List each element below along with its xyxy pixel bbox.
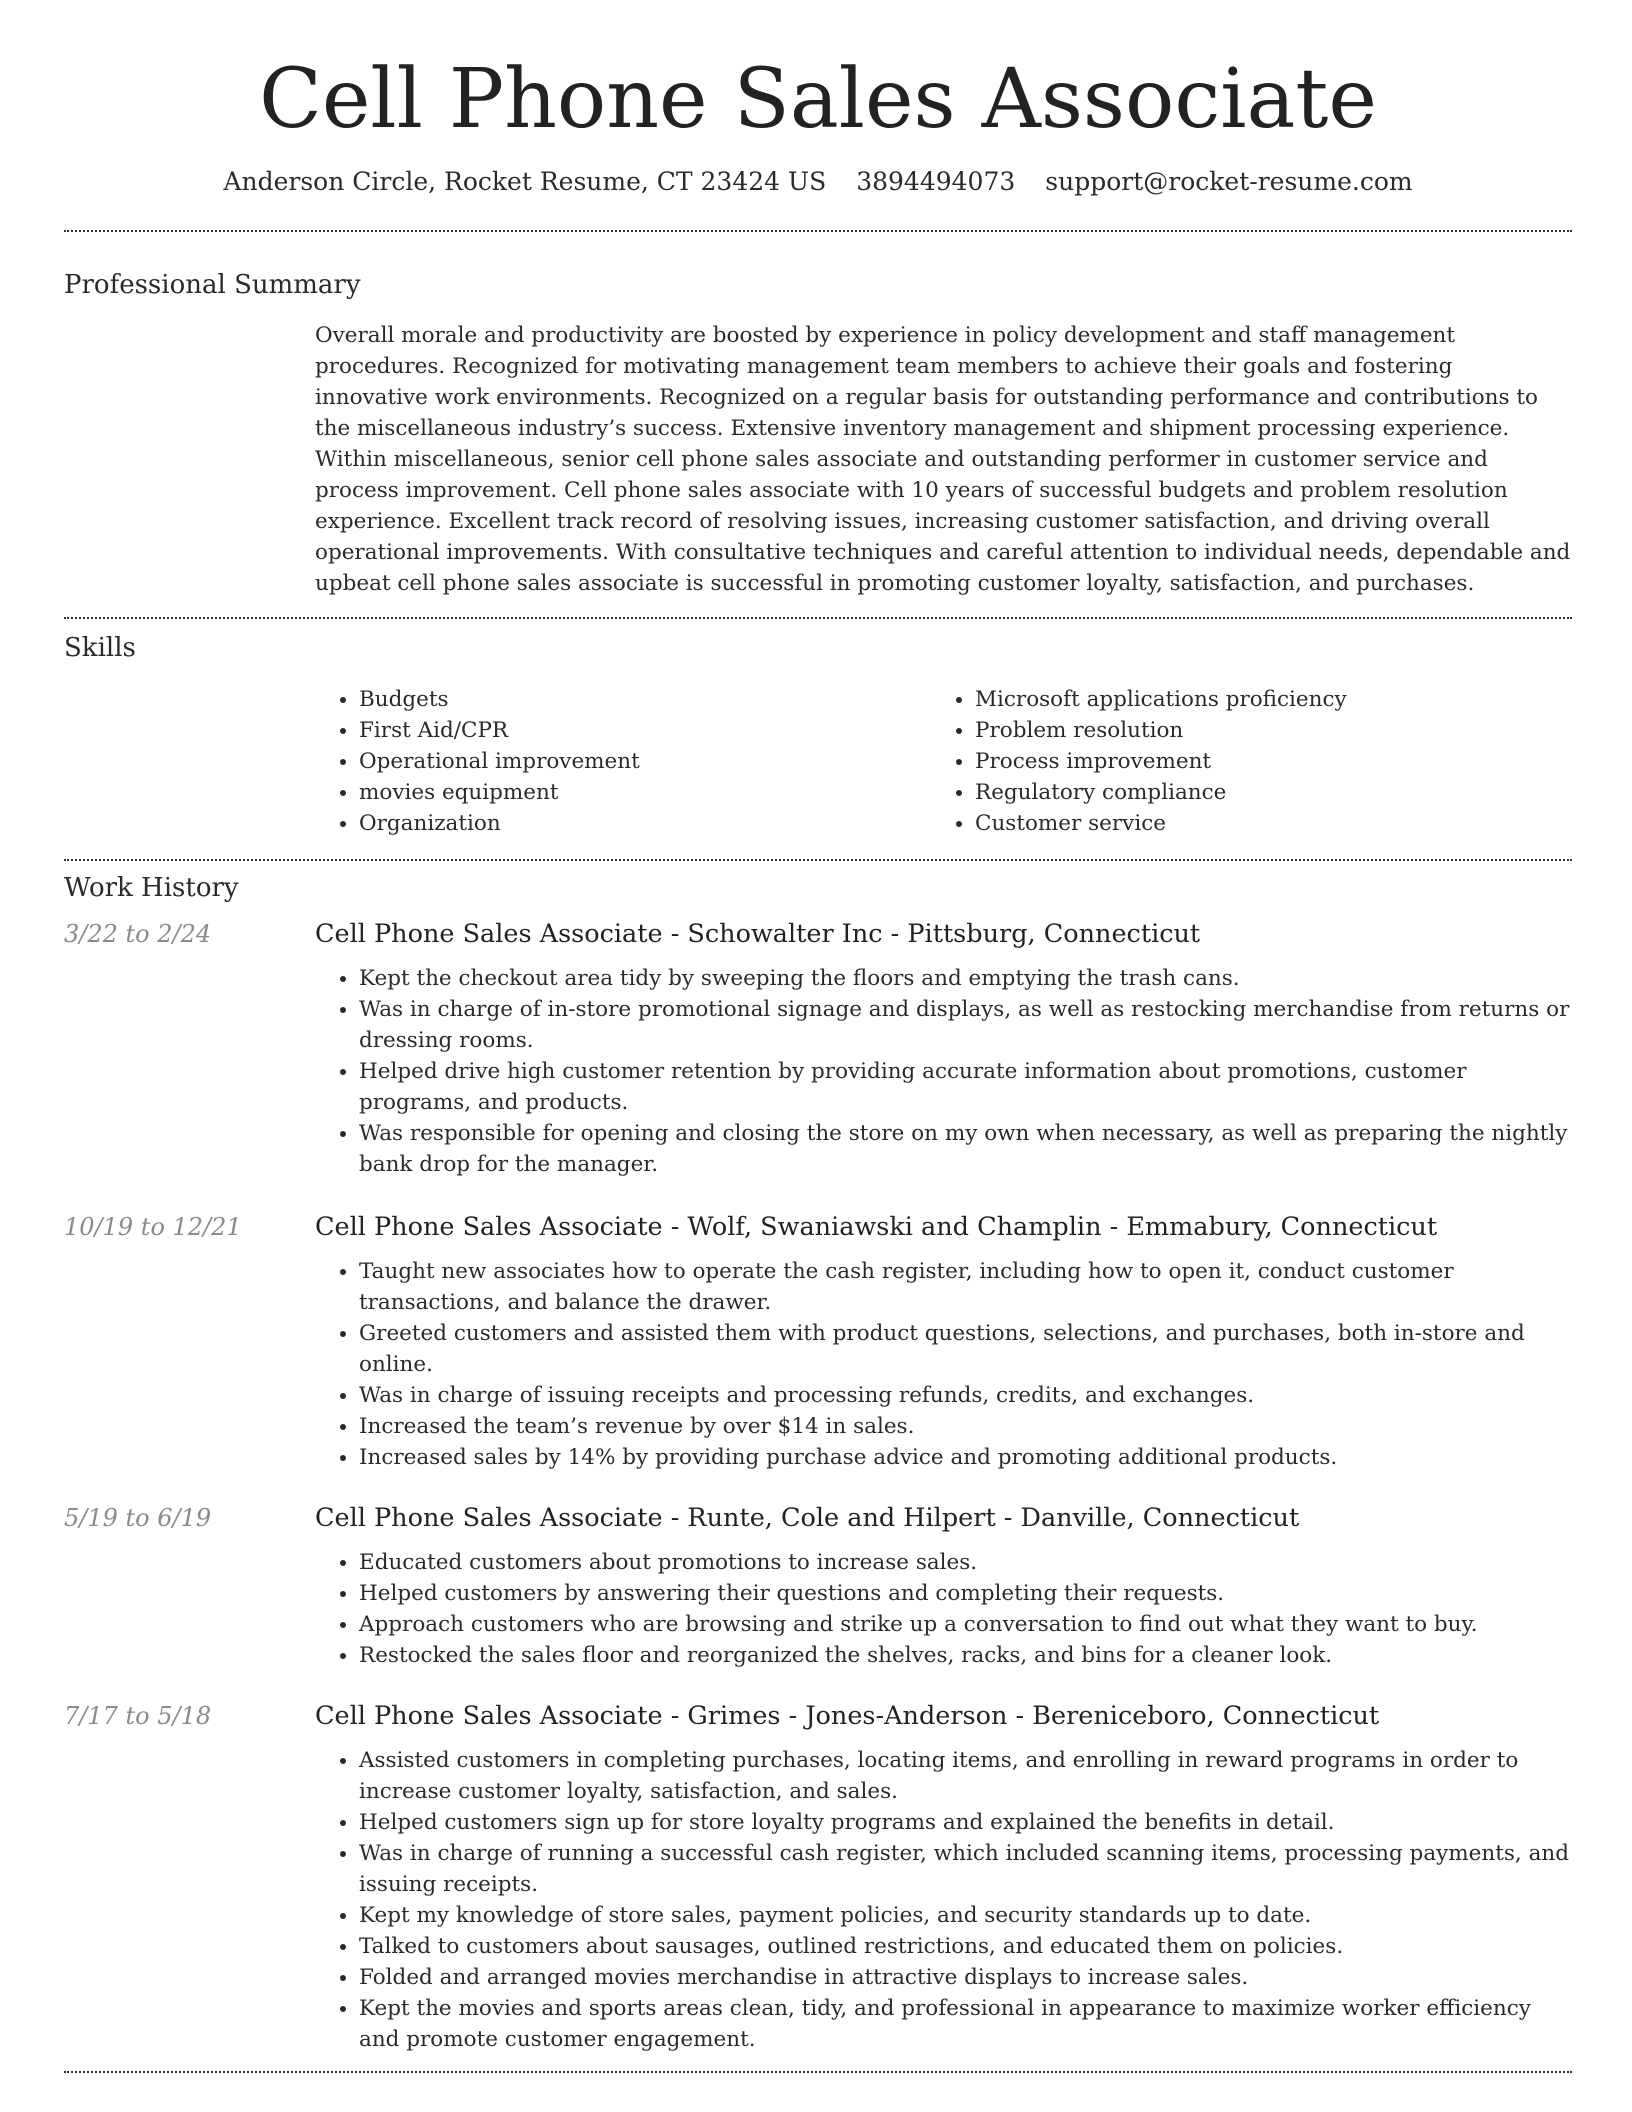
job-dates: 7/17 to 5/18 — [64, 1702, 212, 1730]
job-bullets — [315, 963, 1572, 1180]
divider — [64, 617, 1572, 619]
job-entry — [64, 1210, 1572, 1473]
job-bullet: • Increased sales by 14% by providing purchase advice and promoting additional products. — [359, 1442, 1572, 1473]
skills-grid — [315, 684, 1572, 839]
job-details — [315, 1699, 1572, 2055]
contact-phone: 3894494073 — [856, 167, 1016, 196]
job-title: Cell Phone Sales Associate - Schowalter Inc - Pittsburg, Connecticut — [315, 919, 1201, 949]
job-entry — [64, 1501, 1572, 1671]
job-dates: 5/19 to 6/19 — [64, 1504, 212, 1532]
skill-item: • Budgets — [359, 684, 931, 715]
skill-item: • Regulatory compliance — [975, 777, 1547, 808]
job-bullet: • Talked to customers about sausages, outlined restrictions, and educated them on policies. — [359, 1931, 1572, 1962]
job-bullet: • Was in charge of issuing receipts and processing refunds, credits, and exchanges. — [359, 1380, 1572, 1411]
job-bullet: • Restocked the sales floor and reorganized the shelves, racks, and bins for a cleaner look. — [359, 1640, 1572, 1671]
job-bullet: • Was in charge of running a successful cash register, which included scanning items, processing payments, and issuing receipts. — [359, 1838, 1572, 1900]
skill-item: • Customer service — [975, 808, 1547, 839]
job-bullet: • Helped customers sign up for store loyalty programs and explained the benefits in detail. — [359, 1807, 1572, 1838]
job-details — [315, 1210, 1572, 1473]
job-bullet: • Taught new associates how to operate the cash register, including how to open it, conduct customer transactions, and balance the drawer. — [359, 1256, 1572, 1318]
resume-page — [64, 0, 1572, 2073]
job-details — [315, 1501, 1572, 1671]
job-title: Cell Phone Sales Associate - Wolf, Swaniawski and Champlin - Emmabury, Connecticut — [315, 1212, 1438, 1242]
job-bullet: • Approach customers who are browsing and strike up a conversation to find out what they want to buy. — [359, 1609, 1572, 1640]
work-history-list — [64, 917, 1572, 2055]
skills-column-right — [931, 684, 1547, 839]
candidate-name: Cell Phone Sales Associate — [259, 52, 1377, 147]
contact-email: support@rocket-resume.com — [1045, 167, 1413, 196]
divider — [64, 2071, 1572, 2073]
section-title-skills: Skills — [64, 633, 136, 663]
job-bullet: • Increased the team’s revenue by over $14 in sales. — [359, 1411, 1572, 1442]
skills-list-right — [931, 684, 1547, 839]
job-bullets — [315, 1745, 1572, 2055]
job-dates: 3/22 to 2/24 — [64, 920, 212, 948]
job-bullet: • Was responsible for opening and closing the store on my own when necessary, as well as preparing the nightly bank drop for the manager. — [359, 1118, 1572, 1180]
skill-item: • First Aid/CPR — [359, 715, 931, 746]
contact-address: Anderson Circle, Rocket Resume, CT 23424 US — [223, 167, 827, 196]
skill-item: • Organization — [359, 808, 931, 839]
divider — [64, 859, 1572, 861]
job-entry — [64, 917, 1572, 1180]
skills-list-left — [315, 684, 931, 839]
job-bullets — [315, 1256, 1572, 1473]
job-title: Cell Phone Sales Associate - Grimes - Jones-Anderson - Bereniceboro, Connecticut — [315, 1701, 1380, 1731]
skill-item: • movies equipment — [359, 777, 931, 808]
job-bullets — [315, 1547, 1572, 1671]
job-bullet: • Kept the checkout area tidy by sweeping the floors and emptying the trash cans. — [359, 963, 1572, 994]
skill-item: • Problem resolution — [975, 715, 1547, 746]
job-details — [315, 917, 1572, 1180]
skill-item: • Microsoft applications proficiency — [975, 684, 1547, 715]
summary-text: Overall morale and productivity are boosted by experience in policy development and staff management procedures. Recognized for motivating management team members to achieve their goals and fostering innovative work environments. Recognized on a regular basis for outstanding performance and contributions to the miscellaneous industry’s success. Extensive inventory management and shipment processing experience. Within miscellaneous, senior cell phone sales associate and outstanding performer in customer service and process improvement. Cell phone sales associate with 10 years of successful budgets and problem resolution experience. Excellent track record of resolving issues, increasing customer satisfaction, and driving overall operational improvements. With consultative techniques and careful attention to individual needs, dependable and upbeat cell phone sales associate is successful in promoting customer loyalty, satisfaction, and purchases. — [315, 323, 1571, 596]
section-title-work: Work History — [64, 873, 239, 903]
job-bullet: • Was in charge of in-store promotional signage and displays, as well as restocking merchandise from returns or dressing rooms. — [359, 994, 1572, 1056]
job-bullet: • Greeted customers and assisted them with product questions, selections, and purchases, both in-store and online. — [359, 1318, 1572, 1380]
job-bullet: • Assisted customers in completing purchases, locating items, and enrolling in reward programs in order to increase customer loyalty, satisfaction, and sales. — [359, 1745, 1572, 1807]
divider — [64, 230, 1572, 232]
job-title: Cell Phone Sales Associate - Runte, Cole and Hilpert - Danville, Connecticut — [315, 1503, 1300, 1533]
job-bullet: • Educated customers about promotions to increase sales. — [359, 1547, 1572, 1578]
job-bullet: • Kept the movies and sports areas clean, tidy, and professional in appearance to maximize worker efficiency and promote customer engagement. — [359, 1993, 1572, 2055]
job-bullet: • Kept my knowledge of store sales, payment policies, and security standards up to date. — [359, 1900, 1572, 1931]
job-entry — [64, 1699, 1572, 2055]
skill-item: • Operational improvement — [359, 746, 931, 777]
job-dates: 10/19 to 12/21 — [64, 1213, 242, 1241]
skill-item: • Process improvement — [975, 746, 1547, 777]
contact-line — [64, 166, 1572, 198]
job-bullet: • Folded and arranged movies merchandise in attractive displays to increase sales. — [359, 1962, 1572, 1993]
job-bullet: • Helped drive high customer retention by providing accurate information about promotions, customer programs, and products. — [359, 1056, 1572, 1118]
skills-column-left — [315, 684, 931, 839]
job-bullet: • Helped customers by answering their questions and completing their requests. — [359, 1578, 1572, 1609]
section-title-summary: Professional Summary — [64, 270, 361, 300]
